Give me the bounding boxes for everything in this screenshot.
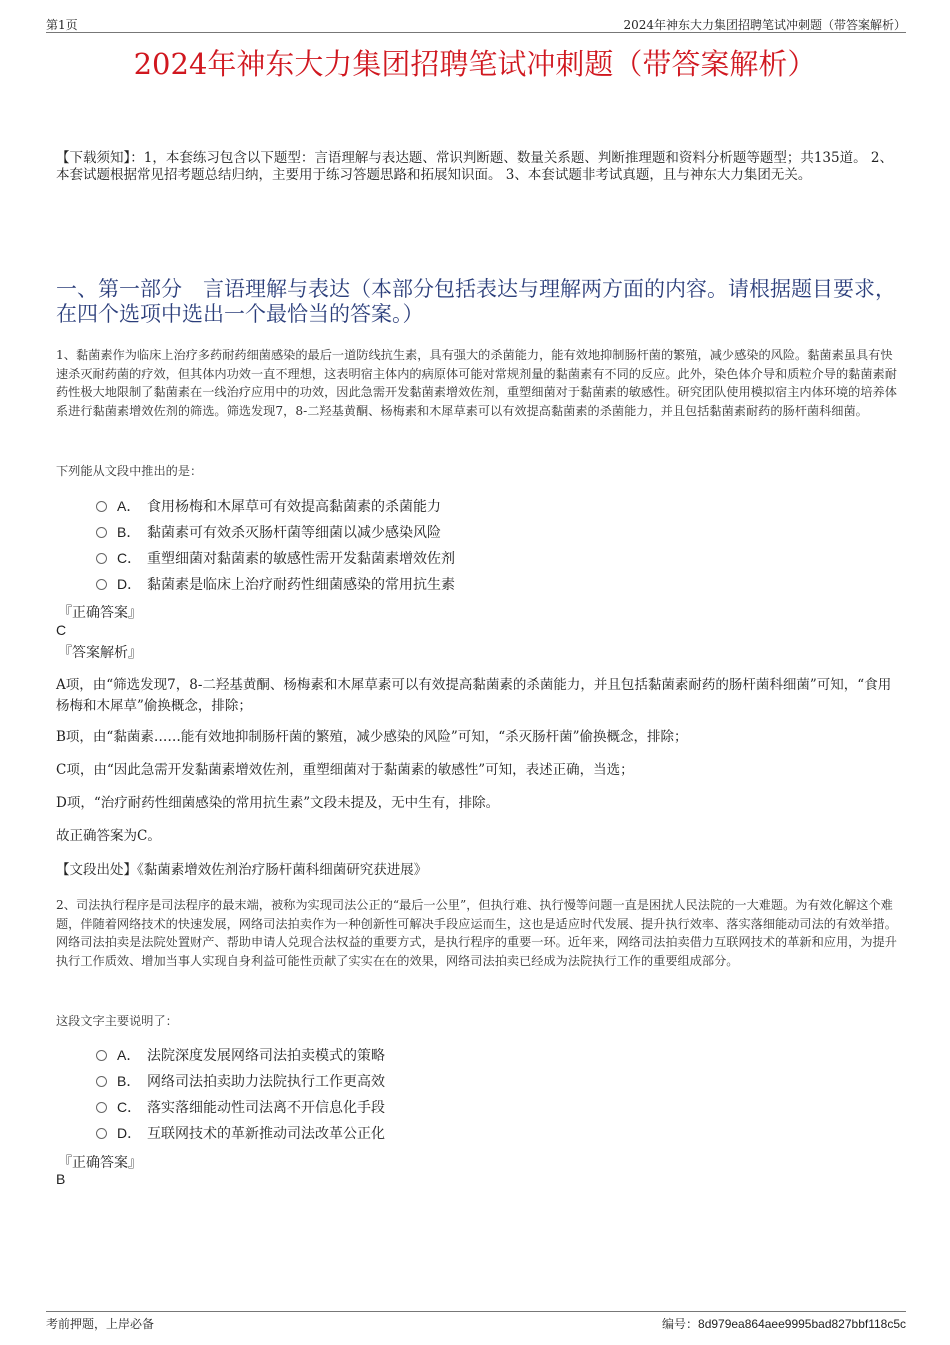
- q2-stem: 这段文字主要说明了：: [56, 1014, 178, 1028]
- q2-answer: B: [56, 1171, 66, 1187]
- radio-icon[interactable]: [96, 1076, 107, 1087]
- q1-passage: 1、黏菌素作为临床上治疗多药耐药细菌感染的最后一道防线抗生素，具有强大的杀菌能力，能有效地抑制肠杆菌的繁殖，减少感染的风险。黏菌素虽具有快速杀灭耐药菌的疗效，但其体内功效一直不理想，这表明宿主体内的病原体可能对常规剂量的黏菌素有不同的反应。此外，染色体介导和质粒介导的黏菌素耐药性极大地限制了黏菌素在一线治疗应用中的功效，因此急需开发黏菌素增效佐剂，重塑细菌对于黏菌素的敏感性。研究团队使用模拟宿主内体环境的培养体系进行黏菌素增效佐剂的筛选。筛选发现7，8-二羟基黄酮、杨梅素和木犀草素可以有效提高黏菌素的杀菌能力，并且包括黏菌素耐药的肠杆菌科细菌。: [56, 348, 897, 418]
- radio-icon[interactable]: [96, 553, 107, 564]
- q1-analysis-label: 『答案解析』: [58, 645, 142, 661]
- q1-stem: 下列能从文段中推出的是：: [56, 464, 203, 478]
- page-header: [46, 14, 906, 33]
- q1-analysis-conclusion: 故正确答案为C。: [56, 828, 161, 844]
- q1-option-c[interactable]: C． 重塑细菌对黏菌素的敏感性需开发黏菌素增效佐剂: [96, 548, 455, 568]
- header-doc-title: 2024年神东大力集团招聘笔试冲刺题（带答案解析）: [623, 18, 906, 32]
- page-footer: [46, 1311, 906, 1332]
- footer-code-label: 编号：: [662, 1317, 699, 1331]
- q2-option-c[interactable]: C． 落实落细能动性司法离不开信息化手段: [96, 1097, 385, 1117]
- footer-code: [662, 1315, 906, 1332]
- q1-source: 【文段出处】《黏菌素增效佐剂治疗肠杆菌科细菌研究获进展》: [56, 862, 428, 878]
- radio-icon[interactable]: [96, 1050, 107, 1061]
- q1-analysis-d: D项，“治疗耐药性细菌感染的常用抗生素”文段未提及，无中生有，排除。: [56, 795, 500, 811]
- radio-icon[interactable]: [96, 1102, 107, 1113]
- q2-answer-label: 『正确答案』: [58, 1155, 142, 1171]
- download-notice: 【下载须知】：1，本套练习包含以下题型：言语理解与表达题、常识判断题、数量关系题、判断推理题和资料分析题等题型；共135道。 2、本套试题根据常见招考题总结归纳，主要用于练习答题思路和拓展知识面。 3、本套试题非考试真题，且与神东大力集团无关。: [56, 150, 893, 183]
- radio-icon[interactable]: [96, 1128, 107, 1139]
- q1-option-b[interactable]: B． 黏菌素可有效杀灭肠杆菌等细菌以减少感染风险: [96, 522, 441, 542]
- q1-option-a[interactable]: A． 食用杨梅和木犀草可有效提高黏菌素的杀菌能力: [96, 496, 441, 516]
- page-number: 第1页: [46, 18, 78, 32]
- q1-analysis-b: B项，由“黏菌素……能有效地抑制肠杆菌的繁殖，减少感染的风险”可知，“杀灭肠杆菌”偷换概念，排除；: [56, 729, 688, 745]
- q1-analysis-c: C项，由“因此急需开发黏菌素增效佐剂，重塑细菌对于黏菌素的敏感性”可知，表述正确，当选；: [56, 762, 634, 778]
- document-title: 2024年神东大力集团招聘笔试冲刺题（带答案解析）: [133, 47, 817, 81]
- footer-code-value: 8d979ea864aee9995bad827bbf118c5c: [698, 1317, 906, 1331]
- q1-answer: C: [56, 622, 67, 638]
- radio-icon[interactable]: [96, 527, 107, 538]
- section-title: 一、第一部分 言语理解与表达（本部分包括表达与理解两方面的内容。请根据题目要求，在四个选项中选出一个最恰当的答案。）: [56, 277, 896, 326]
- radio-icon[interactable]: [96, 501, 107, 512]
- footer-slogan: 考前押题，上岸必备: [46, 1317, 155, 1331]
- q1-analysis-a: A项，由“筛选发现7，8-二羟基黄酮、杨梅素和木犀草素可以有效提高黏菌素的杀菌能力，并且包括黏菌素耐药的肠杆菌科细菌”可知，“食用杨梅和木犀草”偷换概念，排除；: [56, 677, 892, 714]
- radio-icon[interactable]: [96, 579, 107, 590]
- q2-option-d[interactable]: D． 互联网技术的革新推动司法改革公正化: [96, 1123, 385, 1143]
- q1-answer-label: 『正确答案』: [58, 605, 142, 621]
- q2-passage: 2、司法执行程序是司法程序的最末端，被称为实现司法公正的“最后一公里”，但执行难、执行慢等问题一直是困扰人民法院的一大难题。为有效化解这个难题，伴随着网络技术的快速发展，网络司法拍卖作为一种创新性可解决手段应运而生，这也是适应时代发展、提升执行效率、落实落细能动司法的有效举措。网络司法拍卖是法院处置财产、帮助申请人兑现合法权益的重要方式，是执行程序的重要一环。近年来，网络司法拍卖借力互联网技术的革新和应用，为提升执行工作质效、增加当事人实现自身利益可能性贡献了实实在在的效果，网络司法拍卖已经成为法院执行工作的重要组成部分。: [56, 898, 897, 968]
- q2-option-b[interactable]: B． 网络司法拍卖助力法院执行工作更高效: [96, 1071, 385, 1091]
- q1-option-d[interactable]: D． 黏菌素是临床上治疗耐药性细菌感染的常用抗生素: [96, 574, 455, 594]
- q2-option-a[interactable]: A． 法院深度发展网络司法拍卖模式的策略: [96, 1045, 385, 1065]
